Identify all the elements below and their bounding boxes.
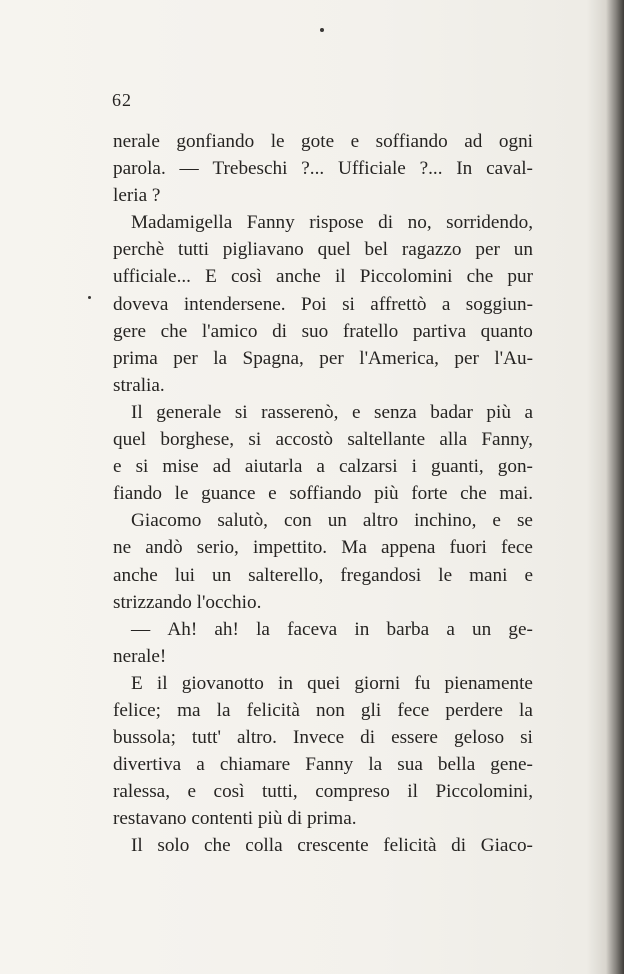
text-line: ne andò serio, impettito. Ma appena fuori fece — [113, 537, 533, 559]
body-text — [113, 128, 533, 860]
print-speck — [320, 28, 324, 32]
text-line: doveva intendersene. Poi si affrettò a soggiun- — [113, 293, 533, 315]
text-line: Madamigella Fanny rispose di no, sorridendo, — [131, 212, 533, 234]
text-line: ralessa, e così tutti, compreso il Piccolomini, — [113, 781, 533, 803]
text-line: prima per la Spagna, per l'America, per l'Au- — [113, 347, 533, 369]
text-line: strizzando l'occhio. — [113, 591, 262, 613]
text-line: Il solo che colla crescente felicità di Giaco- — [131, 835, 533, 857]
text-line: perchè tutti pigliavano quel bel ragazzo per un — [113, 239, 533, 261]
text-line: anche lui un salterello, fregandosi le mani e — [113, 564, 533, 586]
text-line: nerale! — [113, 645, 167, 667]
text-line: nerale gonfiando le gote e soffiando ad ogni — [113, 131, 533, 152]
text-line: restavano contenti più di prima. — [113, 808, 357, 830]
page-number: 62 — [112, 90, 132, 110]
text-line: fiando le guance e soffiando più forte che mai. — [113, 483, 533, 505]
text-line: stralia. — [113, 374, 165, 396]
page-edge-shadow — [606, 0, 624, 974]
text-line: gere che l'amico di suo fratello partiva quanto — [113, 320, 533, 342]
text-line: bussola; tutt' altro. Invece di essere geloso si — [113, 727, 533, 749]
text-line: Giacomo salutò, con un altro inchino, e se — [131, 510, 533, 532]
text-line: e si mise ad aiutarla a calzarsi i guanti, gon- — [113, 456, 533, 478]
text-line: ufficiale... E così anche il Piccolomini che pur — [113, 266, 533, 288]
text-line: divertiva a chiamare Fanny la sua bella gene- — [113, 754, 533, 776]
text-line: felice; ma la felicità non gli fece perdere la — [113, 699, 533, 721]
print-speck — [88, 296, 91, 299]
text-line: — Ah! ah! la faceva in barba a un ge- — [131, 618, 533, 640]
text-line: Il generale si rasserenò, e senza badar più a — [131, 401, 533, 423]
text-line: quel borghese, si accostò saltellante alla Fanny, — [113, 429, 533, 451]
text-line: parola. — Trebeschi ?... Ufficiale ?... In caval- — [113, 158, 533, 180]
text-line: leria ? — [113, 185, 161, 207]
text-line: E il giovanotto in quei giorni fu pienamente — [131, 672, 533, 694]
